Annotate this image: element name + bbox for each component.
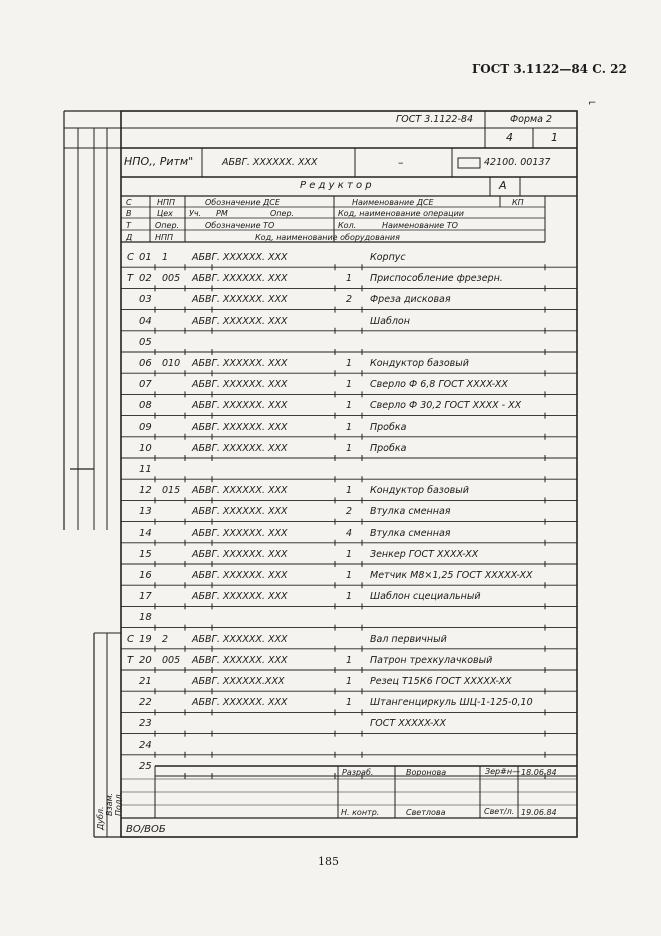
row-designation: АБВГ. XXXXXX. XXX: [192, 442, 288, 454]
row-name: ГОСТ XXXXX-XX: [370, 718, 446, 730]
row-number: 04: [139, 315, 152, 327]
row-quantity: 1: [346, 676, 353, 687]
row-number: 02: [139, 273, 152, 285]
legend-marker-b: В: [126, 209, 132, 218]
row-designation: АБВГ. XXXXXX. XXX: [192, 548, 288, 560]
legend-t-name: Наименование ТО: [382, 221, 458, 230]
row-name: Вал первичный: [370, 633, 447, 645]
row-number: 13: [139, 506, 152, 518]
row-quantity: 1: [346, 654, 353, 666]
form-standard: ГОСТ 3.1122-84: [396, 114, 473, 125]
norm-control-label: Н. контр.: [341, 808, 380, 817]
organization-name: НПО,, Ритм": [124, 155, 194, 168]
developed-label: Разраб.: [342, 768, 374, 777]
row-name: Втулка сменная: [370, 506, 451, 518]
designation: АБВГ. XXXXXX. XXX: [222, 157, 318, 168]
developed-date: 18.06.84: [521, 768, 557, 777]
row-number: 16: [139, 570, 152, 581]
row-designation: АБВГ. XXXXXX. XXX: [192, 400, 288, 412]
row-quantity: 1: [346, 442, 353, 454]
row-quantity: 2: [346, 294, 353, 306]
legend-b-shop: Цех: [157, 209, 173, 218]
row-name: Шаблон сцециальный: [370, 591, 481, 603]
row-name: Зенкер ГОСТ XXXX-XX: [370, 548, 479, 560]
corner-mark: ⌐: [588, 98, 597, 109]
row-name: Штангенциркуль ШЦ-1-125-0,10: [370, 697, 533, 709]
side-label-vzam: Взам.: [105, 792, 114, 816]
row-designation: АБВГ. XXXXXX. XXX: [192, 527, 288, 539]
legend-c-designation: Обозначение ДСЕ: [205, 198, 280, 207]
row-designation: АБВГ. XXXXXX. XXX: [192, 379, 288, 391]
row-number: 19: [139, 633, 152, 645]
row-number: 09: [139, 421, 152, 433]
row-number: 25: [139, 760, 152, 772]
row-designation: АБВГ. XXXXXX. XXX: [192, 273, 288, 285]
row-designation: АБВГ. XXXXXX. XXX: [192, 315, 288, 327]
row-designation: АБВГ. XXXXXX. XXX: [192, 591, 288, 603]
legend-d-npp: НПП: [155, 233, 174, 242]
row-quantity: 1: [346, 570, 353, 581]
developed-name: Воронова: [406, 768, 447, 777]
row-number: 12: [139, 485, 152, 497]
row-number: 24: [139, 739, 152, 751]
row-quantity: 1: [346, 548, 353, 560]
row-number: 07: [139, 379, 152, 391]
sheet-number: 1: [551, 131, 558, 144]
document-type: ВО/ВОБ: [126, 824, 166, 835]
letter: А: [499, 179, 507, 192]
row-marker: С: [127, 252, 134, 263]
row-designation: АБВГ. XXXXXX. XXX: [192, 485, 288, 497]
row-number: 18: [139, 612, 152, 624]
legend-t-qty: Кол.: [338, 221, 357, 230]
legend-b-operation: Опер.: [270, 209, 295, 218]
row-name: Пробка: [370, 442, 407, 454]
legend-c-npp: НПП: [157, 198, 176, 207]
row-marker: С: [127, 633, 134, 645]
row-operation: 015: [162, 485, 181, 497]
row-quantity: 1: [346, 273, 353, 285]
row-name: Фреза дисковая: [370, 294, 451, 306]
row-name: Пробка: [370, 421, 407, 433]
norm-control-date: 19.06.84: [521, 808, 557, 817]
row-name: Метчик М8×1,25 ГОСТ XXXXX-XX: [370, 570, 533, 581]
row-designation: АБВГ. XXXXXX. XXX: [192, 654, 288, 666]
row-number: 08: [139, 400, 152, 412]
legend-b-section: Уч.: [189, 209, 202, 218]
row-designation: АБВГ. XXXXXX. XXX: [192, 570, 288, 581]
legend-t-operation: Опер.: [155, 221, 180, 230]
row-quantity: 1: [346, 379, 353, 391]
document-code: 42100. 00137: [484, 157, 551, 168]
row-designation: АБВГ. XXXXXX.XXX: [192, 676, 285, 687]
norm-control-signature: Свет/л.: [484, 807, 515, 816]
row-name: Корпус: [370, 252, 406, 263]
row-number: 15: [139, 548, 152, 560]
row-quantity: 1: [346, 591, 353, 603]
row-designation: АБВГ. XXXXXX. XXX: [192, 633, 288, 645]
row-name: Кондуктор базовый: [370, 485, 469, 497]
row-operation: 1: [162, 252, 169, 263]
side-label-podl: Подл.: [114, 791, 123, 816]
legend-marker-d: Д: [126, 233, 133, 242]
sheets-total: 4: [506, 131, 513, 144]
row-number: 10: [139, 442, 152, 454]
row-name: Резец Т15К6 ГОСТ XXXXX-XX: [370, 676, 512, 687]
legend-marker-t: Т: [126, 221, 131, 230]
row-number: 22: [139, 697, 152, 709]
row-number: 14: [139, 527, 152, 539]
row-name: Втулка сменная: [370, 527, 451, 539]
row-quantity: 2: [346, 506, 353, 518]
row-number: 05: [139, 336, 152, 348]
row-name: Сверло Ф 30,2 ГОСТ XXXX - XX: [370, 400, 522, 412]
row-number: 01: [139, 252, 152, 263]
row-operation: 2: [162, 633, 169, 645]
part-name: Р е д у к т о р: [300, 180, 372, 191]
row-quantity: 1: [346, 400, 353, 412]
row-marker: Т: [127, 654, 134, 666]
dash: –: [398, 156, 404, 169]
row-number: 20: [139, 654, 152, 666]
legend-t-designation: Обозначение ТО: [205, 221, 275, 230]
form-label: Форма 2: [510, 114, 553, 125]
page-header: ГОСТ 3.1122—84 С. 22: [472, 62, 627, 76]
row-designation: АБВГ. XXXXXX. XXX: [192, 358, 288, 369]
row-name: Приспособление фрезерн.: [370, 273, 503, 285]
legend-b-operation-name: Код, наименование операции: [338, 209, 464, 218]
legend-c-name: Наименование ДСЕ: [352, 198, 434, 207]
row-operation: 010: [162, 358, 181, 369]
legend-c-kp: КП: [512, 198, 524, 207]
row-quantity: 1: [346, 485, 353, 497]
row-name: Шаблон: [370, 315, 410, 327]
page-number: 185: [318, 855, 339, 868]
row-quantity: 1: [346, 421, 353, 433]
row-designation: АБВГ. XXXXXX. XXX: [192, 421, 288, 433]
side-label-dubl: Дубл.: [96, 806, 105, 830]
row-number: 03: [139, 294, 152, 306]
row-number: 06: [139, 358, 152, 369]
row-number: 11: [139, 464, 152, 475]
row-designation: АБВГ. XXXXXX. XXX: [192, 294, 288, 306]
row-number: 23: [139, 718, 152, 730]
legend-d-equipment: Код, наименование оборудования: [255, 233, 400, 242]
row-operation: 005: [162, 273, 181, 285]
row-designation: АБВГ. XXXXXX. XXX: [192, 697, 288, 709]
developed-signature: Зер#н—: [485, 767, 521, 776]
row-name: Сверло Ф 6,8 ГОСТ XXXX-XX: [370, 379, 508, 391]
row-designation: АБВГ. XXXXXX. XXX: [192, 506, 288, 518]
norm-control-name: Светлова: [406, 808, 446, 817]
row-designation: АБВГ. XXXXXX. XXX: [192, 252, 288, 263]
row-operation: 005: [162, 654, 181, 666]
row-quantity: 1: [346, 697, 353, 709]
row-name: Патрон трехкулачковый: [370, 654, 493, 666]
row-number: 21: [139, 676, 152, 687]
row-number: 17: [139, 591, 152, 603]
row-name: Кондуктор базовый: [370, 358, 469, 369]
row-marker: Т: [127, 273, 134, 285]
row-quantity: 1: [346, 358, 353, 369]
legend-b-workplace: РМ: [216, 209, 228, 218]
legend-marker-c: С: [126, 198, 132, 207]
row-quantity: 4: [346, 527, 353, 539]
